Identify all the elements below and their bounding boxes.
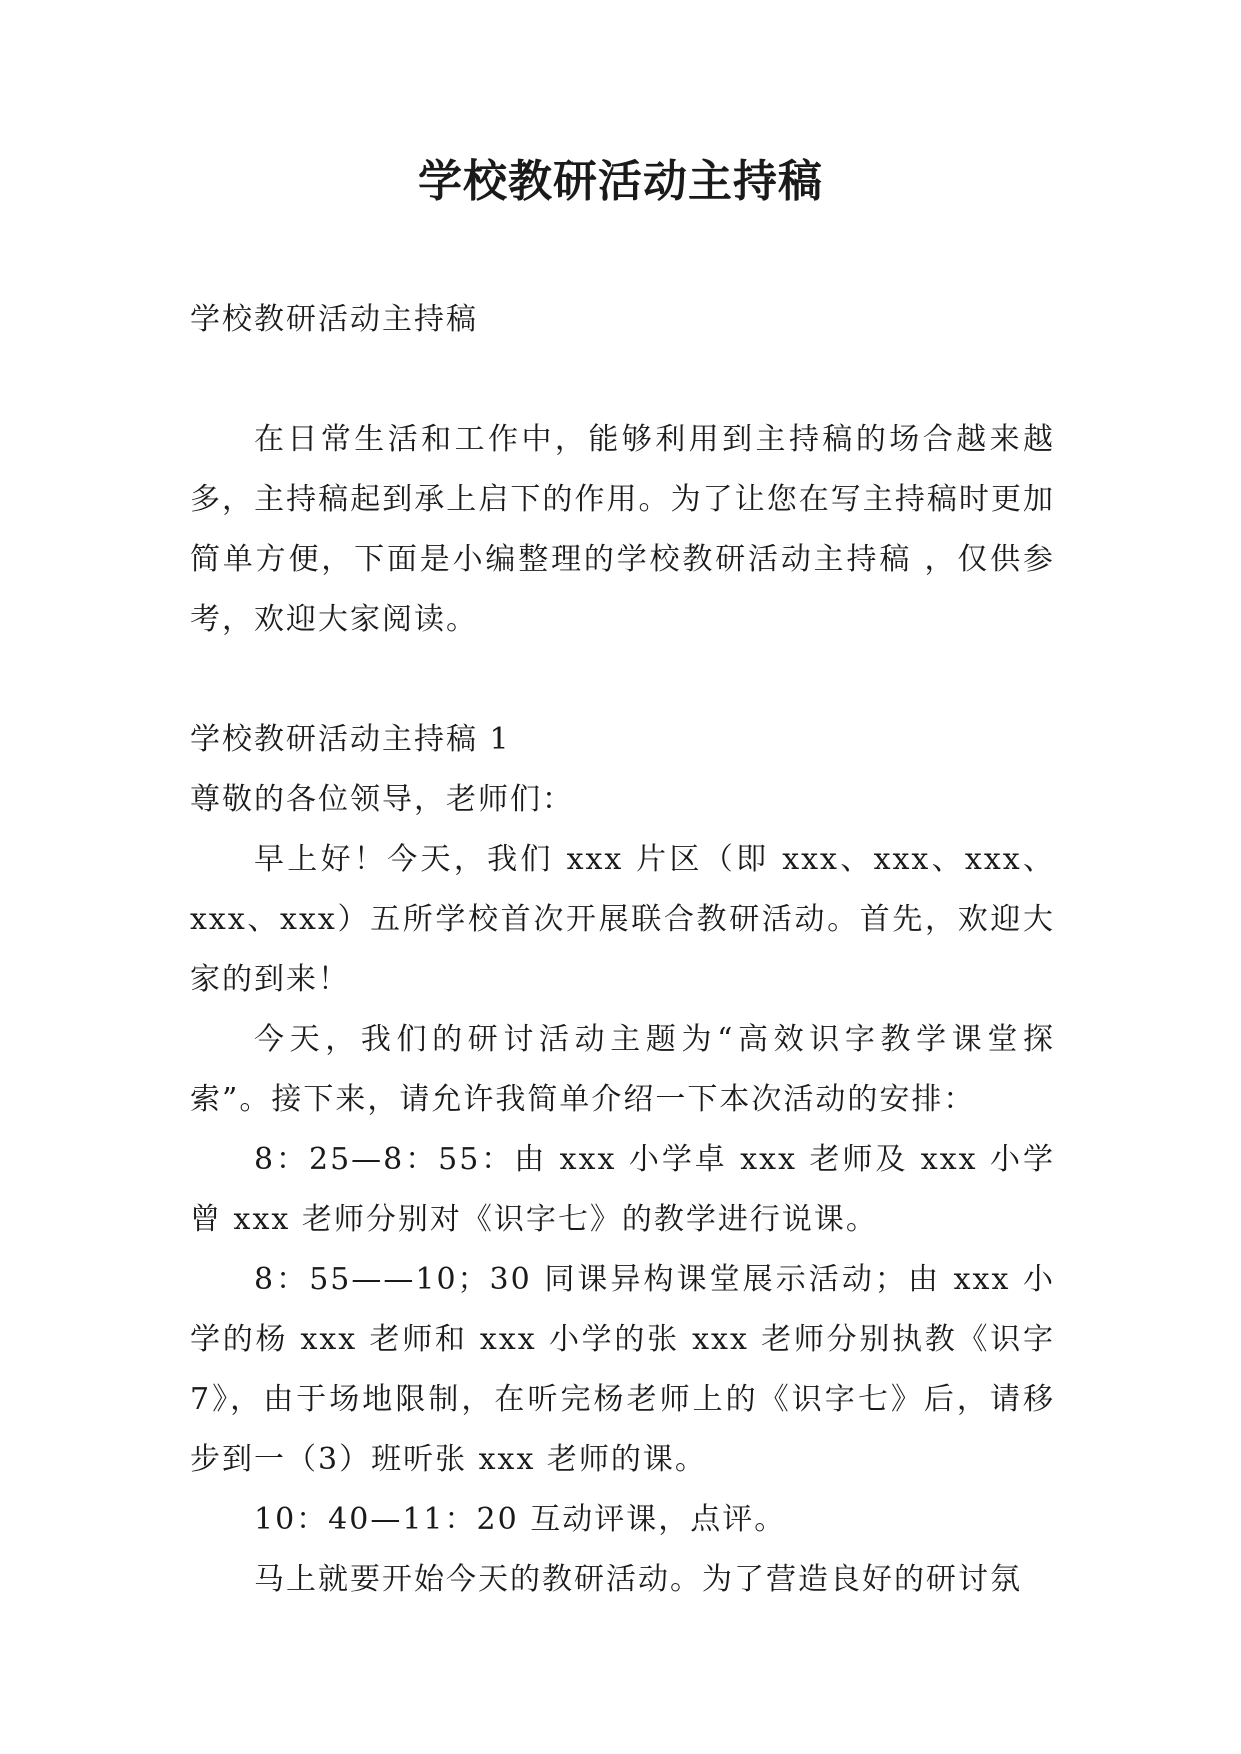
salutation: 尊敬的各位领导，老师们：: [190, 782, 574, 817]
schedule-item: 8：55——10；30 同课异构课堂展示活动；由 xxx 小学的杨 xxx 老师和 xxx 小学的张 xxx 老师分别执教《识字 7》，由于场地限制，在听完杨老师上的《识字七》后，请移步到一（3）班听张 xxx 老师的课。: [190, 1262, 1055, 1477]
document-subtitle: 学校教研活动主持稿: [190, 302, 478, 337]
section-heading: 学校教研活动主持稿 1: [190, 722, 511, 757]
body-paragraph: 马上就要开始今天的教研活动。为了营造良好的研讨氛: [254, 1562, 1022, 1597]
schedule-item: 10：40—11：20 互动评课，点评。: [254, 1502, 787, 1537]
schedule-item: 8：25—8：55：由 xxx 小学卓 xxx 老师及 xxx 小学曾 xxx 老师分别对《识字七》的教学进行说课。: [190, 1142, 1055, 1237]
body-paragraph: 早上好！今天，我们 xxx 片区（即 xxx、xxx、xxx、xxx、xxx）五所学校首次开展联合教研活动。首先，欢迎大家的到来！: [190, 842, 1055, 997]
document-title: 学校教研活动主持稿: [418, 156, 823, 207]
document-body: [190, 290, 1055, 1610]
spacer: [190, 350, 1055, 410]
spacer: [190, 650, 1055, 710]
body-paragraph: 今天，我们的研讨活动主题为“高效识字教学课堂探索”。接下来，请允许我简单介绍一下本次活动的安排：: [190, 1022, 1055, 1117]
intro-paragraph: 在日常生活和工作中，能够利用到主持稿的场合越来越多，主持稿起到承上启下的作用。为了让您在写主持稿时更加简单方便，下面是小编整理的学校教研活动主持稿 ，仅供参考，欢迎大家阅读。: [190, 422, 1055, 637]
